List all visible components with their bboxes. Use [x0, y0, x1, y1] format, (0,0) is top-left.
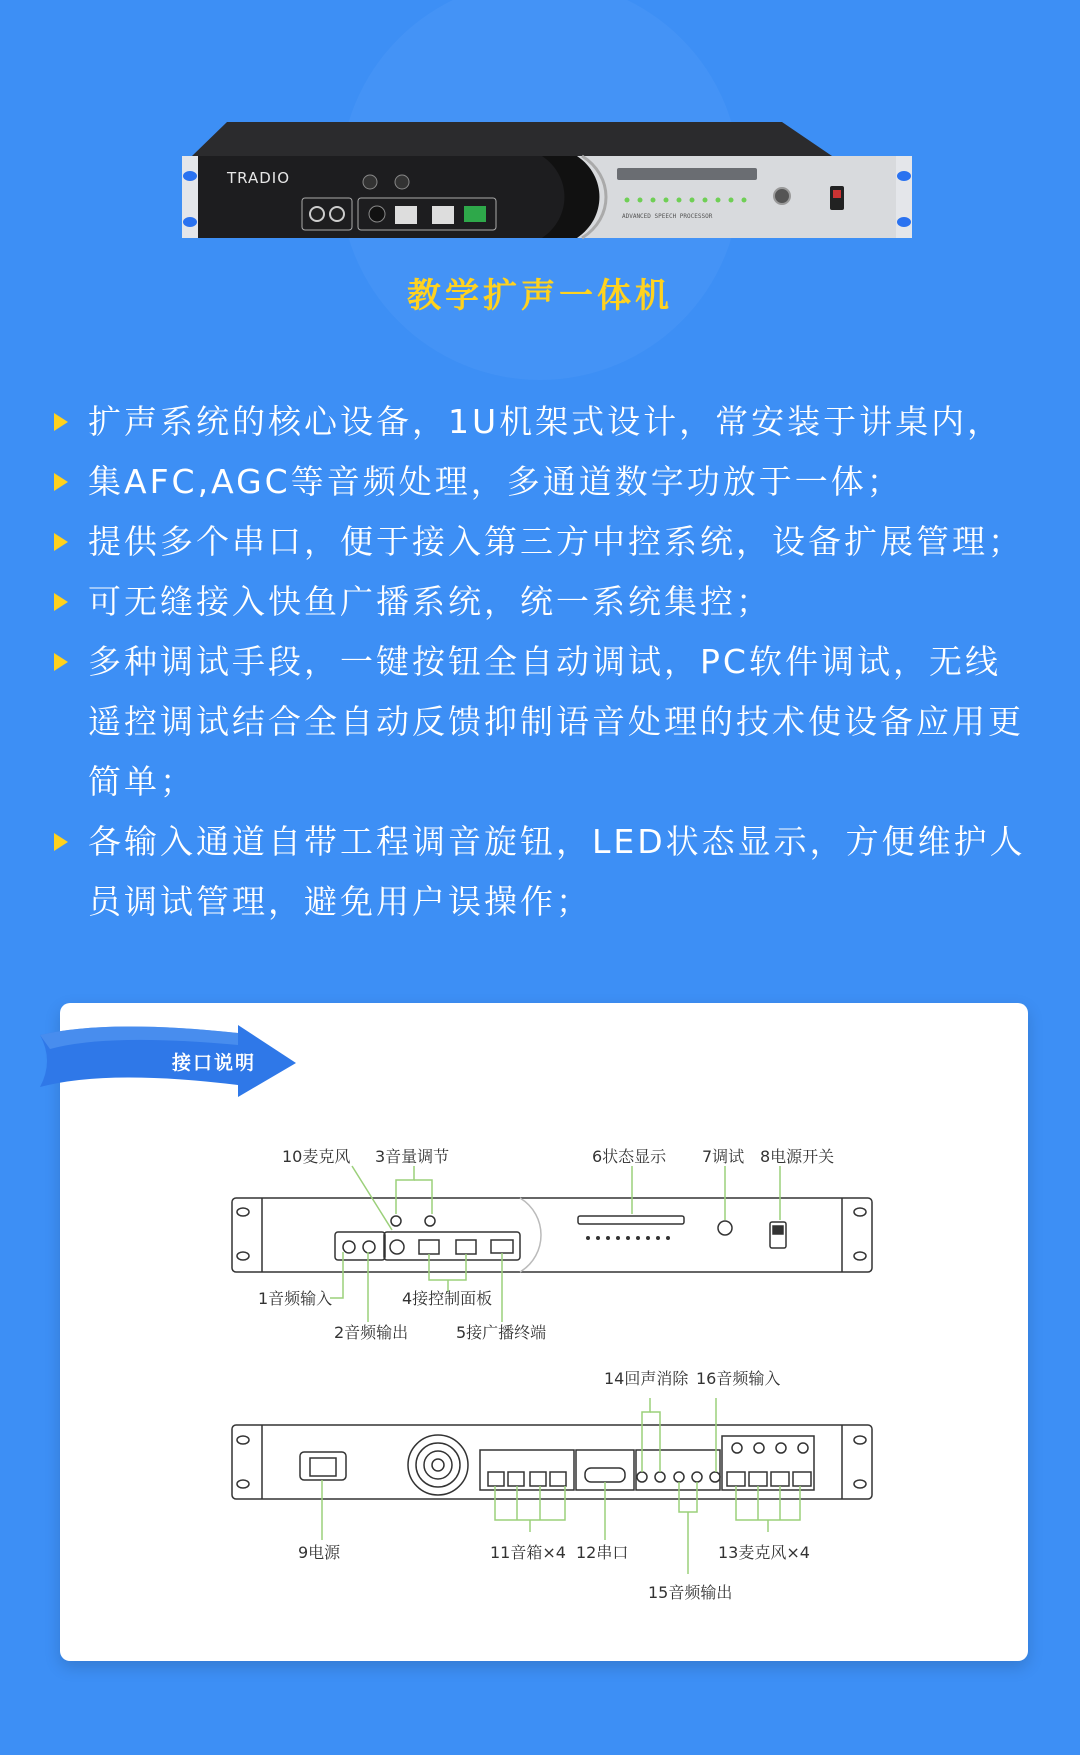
triangle-bullet-icon — [54, 653, 68, 671]
section-label: 接口说明 — [172, 1052, 257, 1074]
label-broadcast: 5接广播终端 — [456, 1323, 547, 1342]
label-volume: 3音量调节 — [375, 1147, 450, 1166]
triangle-bullet-icon — [54, 593, 68, 611]
label-power-switch: 8电源开关 — [760, 1147, 835, 1166]
label-control-panel: 4接控制面板 — [402, 1289, 493, 1308]
label-debug: 7调试 — [702, 1147, 745, 1166]
label-audio-out: 2音频输出 — [334, 1323, 409, 1342]
label-audio-in: 1音频输入 — [258, 1289, 333, 1308]
feature-line: 简单； — [88, 762, 196, 801]
front-leds — [586, 1236, 670, 1240]
label-status: 6状态显示 — [592, 1147, 667, 1166]
feature-line: 提供多个串口，便于接入第三方中控系统，设备扩展管理； — [88, 522, 1024, 561]
feature-list — [52, 392, 1042, 932]
feature-item — [52, 512, 1042, 572]
triangle-bullet-icon — [54, 473, 68, 491]
label-audio-in-16: 16音频输入 — [696, 1369, 781, 1388]
label-audio-out-15: 15音频输出 — [648, 1583, 733, 1602]
page-title: 教学扩声一体机 — [407, 276, 673, 316]
triangle-bullet-icon — [54, 833, 68, 851]
feature-item — [52, 632, 1042, 812]
brand-logo: TRADIO — [227, 169, 291, 187]
feature-line: 集AFC,AGC等音频处理，多通道数字功放于一体； — [88, 462, 903, 501]
feature-item — [52, 392, 1042, 452]
feature-item — [52, 572, 1042, 632]
feature-line: 扩声系统的核心设备，1U机架式设计，常安装于讲桌内， — [88, 402, 1004, 441]
feature-line: 多种调试手段，一键按钮全自动调试，PC软件调试，无线 — [88, 642, 1001, 681]
triangle-bullet-icon — [54, 533, 68, 551]
label-echo-cancel: 14回声消除 — [604, 1369, 689, 1388]
panel-caption: ADVANCED SPEECH PROCESSOR — [622, 213, 713, 220]
feature-line: 各输入通道自带工程调音旋钮，LED状态显示，方便维护人 — [88, 822, 1026, 861]
interface-diagram — [60, 1003, 1028, 1661]
feature-item — [52, 452, 1042, 512]
feature-line: 可无缝接入快鱼广播系统，统一系统集控； — [88, 582, 772, 621]
label-mic: 10麦克风 — [282, 1147, 351, 1166]
feature-line: 员调试管理，避免用户误操作； — [88, 882, 592, 921]
feature-item — [52, 812, 1042, 932]
feature-line: 遥控调试结合全自动反馈抑制语音处理的技术使设备应用更 — [88, 702, 1024, 741]
label-speakers: 11音箱×4 — [490, 1543, 566, 1562]
product-image — [182, 118, 912, 248]
label-serial: 12串口 — [576, 1543, 629, 1562]
label-mics: 13麦克风×4 — [718, 1543, 810, 1562]
label-power: 9电源 — [298, 1543, 341, 1562]
rear-panel — [232, 1425, 872, 1499]
triangle-bullet-icon — [54, 413, 68, 431]
front-panel — [232, 1198, 872, 1272]
